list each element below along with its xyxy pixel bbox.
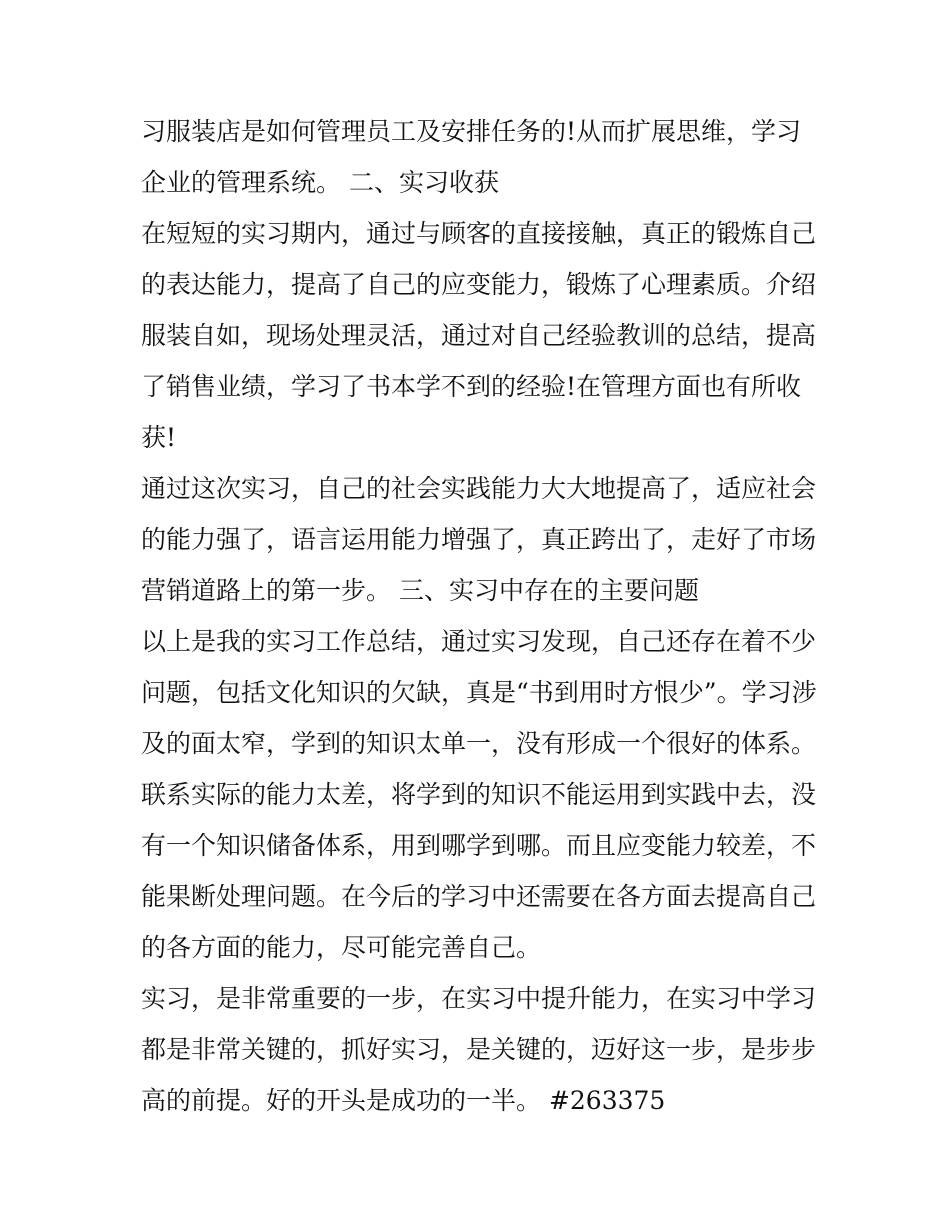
text-line: 的表达能力，提高了自己的应变能力，锻炼了心理素质。介绍 [141,270,817,299]
text-line: 都是非常关键的，抓好实习，是关键的，迈好这一步，是步步 [141,1035,817,1064]
text-line: 以上是我的实习工作总结，通过实习发现，自己还存在着不少 [141,627,817,656]
text-line: 企业的管理系统。 二、实习收获 [141,168,499,197]
text-line: 高的前提。好的开头是成功的一半。 #263375 [141,1086,666,1115]
text-line: 通过这次实习，自己的社会实践能力大大地提高了，适应社会 [141,474,817,503]
text-line: 了销售业绩，学习了书本学不到的经验!在管理方面也有所收 [141,372,802,401]
text-line: 获! [141,423,177,452]
text-line: 实习，是非常重要的一步，在实习中提升能力，在实习中学习 [141,984,817,1013]
text-line: 的各方面的能力，尽可能完善自己。 [141,933,542,962]
text-line: 的能力强了，语言运用能力增强了，真正跨出了，走好了市场 [141,525,817,554]
body-text [141,106,821,1126]
text-line: 在短短的实习期内，通过与顾客的直接接触，真正的锻炼自己 [141,219,817,248]
text-line: 问题，包括文化知识的欠缺，真是“书到用时方恨少”。学习涉 [141,678,817,707]
text-line: 习服装店是如何管理员工及安排任务的!从而扩展思维，学习 [141,117,802,146]
text-line: 营销道路上的第一步。 三、实习中存在的主要问题 [141,576,699,605]
text-line: 能果断处理问题。在今后的学习中还需要在各方面去提高自己 [141,882,817,911]
text-line: 联系实际的能力太差，将学到的知识不能运用到实践中去，没 [141,780,817,809]
text-line: 服装自如，现场处理灵活，通过对自己经验教训的总结，提高 [141,321,817,350]
text-line: 有一个知识储备体系，用到哪学到哪。而且应变能力较差，不 [141,831,817,860]
text-line: 及的面太窄，学到的知识太单一，没有形成一个很好的体系。 [141,729,817,758]
